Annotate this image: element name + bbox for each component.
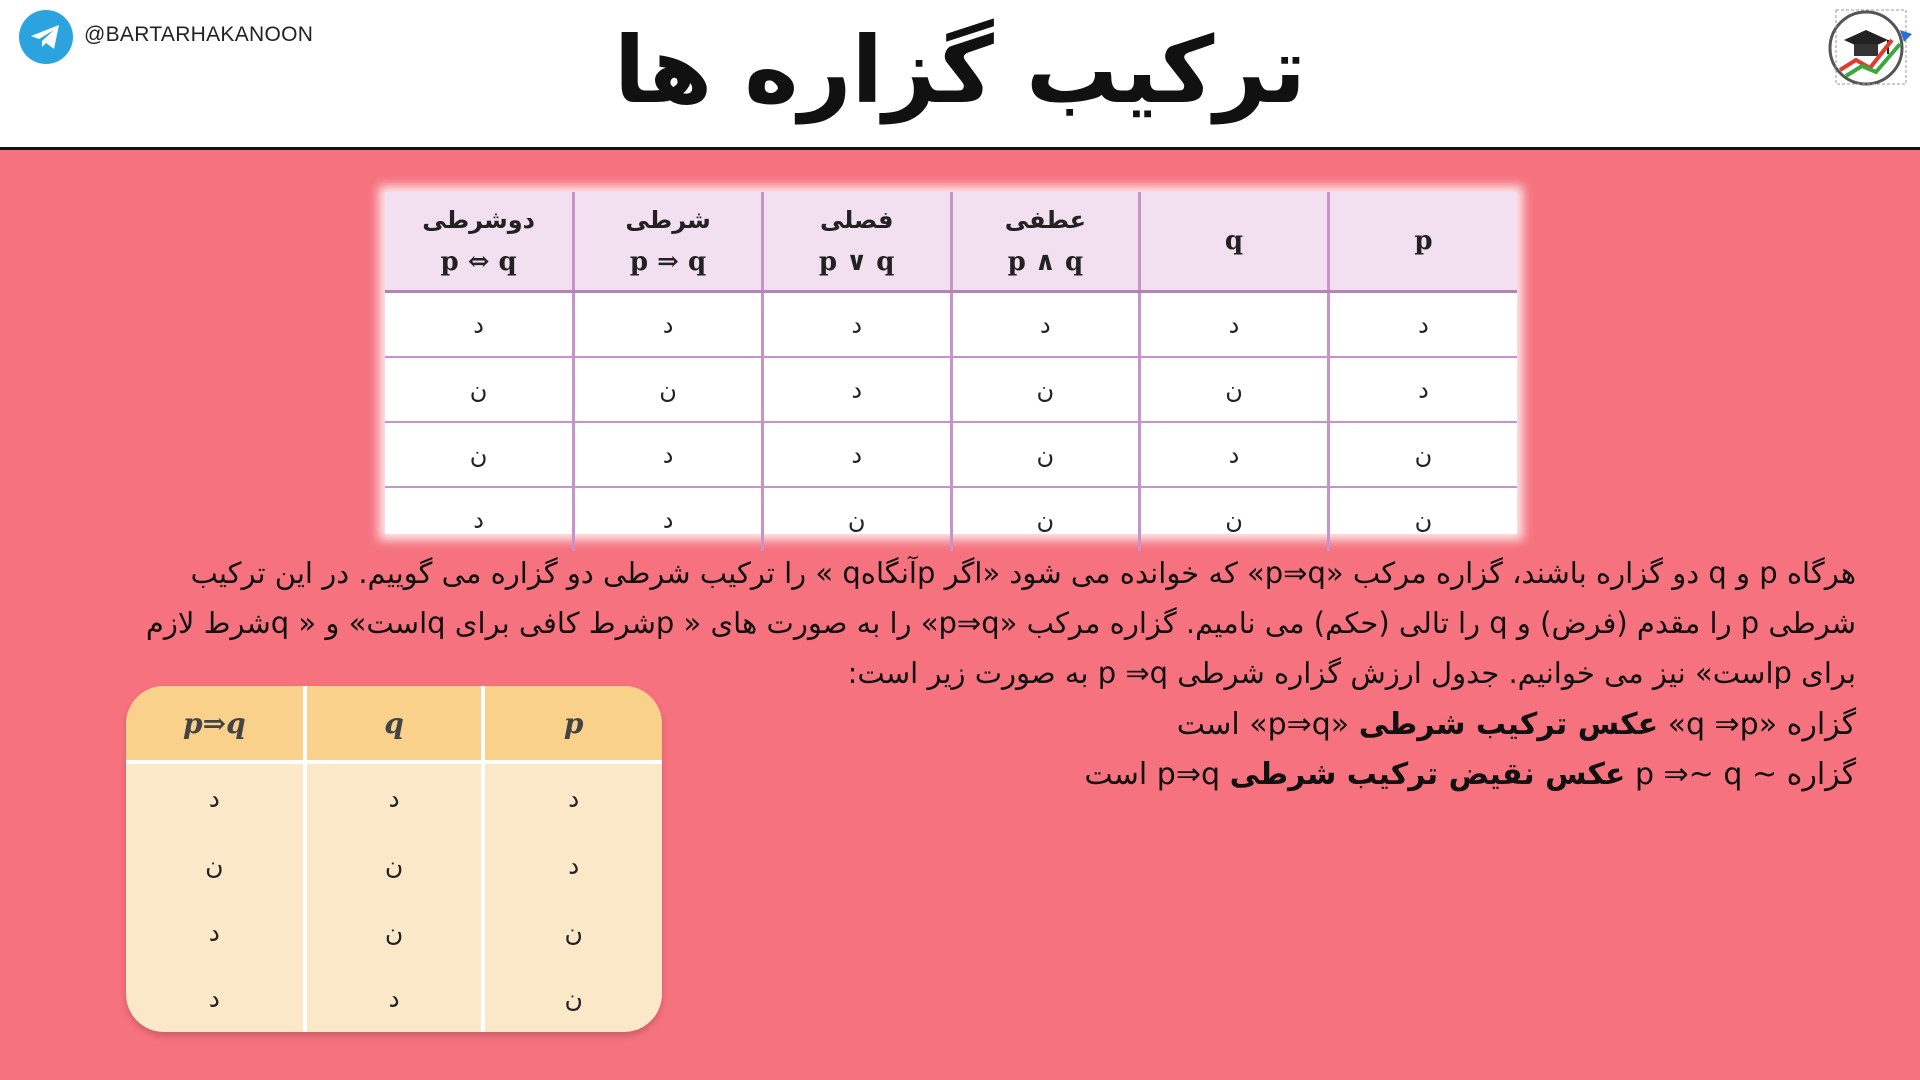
paragraph-line: شرطی p را مقدم (فرض) و q را تالی (حکم) می نامیم. گزاره مرکب «p⇒q» را به صورت های « pشرط کافی برای qاست» و « qشرط لازم <box>145 606 1856 640</box>
truth-table-grid <box>385 192 1517 551</box>
converse-statement: گزاره «q ⇒p» عکس ترکیب شرطی «p⇒q» است <box>1176 707 1856 742</box>
truth-table <box>385 192 1517 534</box>
table-row <box>385 292 1517 358</box>
header <box>0 0 1920 150</box>
table-cell: ن <box>305 899 484 965</box>
telegram-icon[interactable] <box>19 10 73 64</box>
table-cell: د <box>762 292 951 358</box>
table-row <box>126 966 662 1032</box>
col-header-conjunction: عطفی p ∧ q <box>951 192 1140 292</box>
table-cell: ن <box>385 357 574 422</box>
table-cell: ن <box>762 487 951 551</box>
paragraph-line: هرگاه p و q دو گزاره باشند، گزاره مرکب «p⇒q» که خوانده می شود «اگر pآنگاهq » را ترکیب شرطی دو گزاره می گوییم. در این ترکیب <box>190 556 1856 590</box>
table-cell: د <box>1328 357 1517 422</box>
table-cell: ن <box>574 357 763 422</box>
col-header-p: p <box>1328 192 1517 292</box>
table-cell: د <box>385 292 574 358</box>
table-cell: ن <box>1328 487 1517 551</box>
table-cell: د <box>483 833 662 899</box>
table-cell: ن <box>1140 487 1329 551</box>
table-cell: ن <box>205 851 224 881</box>
table-cell: د <box>574 422 763 487</box>
table-cell: د <box>208 917 220 947</box>
col-header-disjunction: فصلی p ∨ q <box>762 192 951 292</box>
definition-paragraph <box>48 548 1856 698</box>
table-cell: ن <box>385 422 574 487</box>
table-cell: ن <box>483 966 662 1032</box>
table-cell: ن <box>951 357 1140 422</box>
paragraph-line: برای pاست» نیز می خوانیم. جدول ارزش گزاره شرطی p ⇒q به صورت زیر است: <box>847 656 1856 690</box>
table-cell: ن <box>1140 357 1329 422</box>
table-cell: د <box>951 292 1140 358</box>
table-row <box>126 762 662 833</box>
table-cell: د <box>385 487 574 551</box>
graduation-cap-logo-icon <box>1826 4 1916 88</box>
table-cell: د <box>574 487 763 551</box>
table-cell: د <box>762 422 951 487</box>
table-row <box>385 422 1517 487</box>
table-row <box>385 357 1517 422</box>
table-cell: ن <box>951 487 1140 551</box>
col-header-q: q <box>305 686 484 762</box>
table-cell: د <box>208 783 220 813</box>
table-cell: د <box>483 762 662 833</box>
table-row <box>385 487 1517 551</box>
table-row <box>126 833 662 899</box>
table-cell: د <box>305 966 484 1032</box>
col-header-biconditional: دوشرطی p ⇔ q <box>385 192 574 292</box>
contrapositive-statement: گزاره ~ p ⇒~ q عکس نقیض ترکیب شرطی p⇒q است <box>1084 757 1856 792</box>
table-cell: د <box>1328 292 1517 358</box>
col-header-conditional: p⇒q <box>126 686 305 762</box>
table-cell: د <box>574 292 763 358</box>
table-cell: د <box>208 984 220 1014</box>
col-header-q: q <box>1140 192 1329 292</box>
table-cell: ن <box>951 422 1140 487</box>
table-cell: ن <box>305 833 484 899</box>
table-row <box>126 899 662 965</box>
col-header-conditional: شرطی p ⇒ q <box>574 192 763 292</box>
table-cell: د <box>762 357 951 422</box>
col-header-p: p <box>483 686 662 762</box>
table-cell: د <box>305 762 484 833</box>
table-cell: د <box>1140 422 1329 487</box>
table-cell: د <box>1140 292 1329 358</box>
conditional-truth-table <box>126 686 662 1032</box>
channel-handle[interactable]: @BARTARHAKANOON <box>84 23 314 46</box>
table-cell: ن <box>1328 422 1517 487</box>
conditional-table-grid <box>126 686 662 1032</box>
table-cell: ن <box>483 899 662 965</box>
page-title: ترکیب گزاره ها <box>613 17 1307 124</box>
